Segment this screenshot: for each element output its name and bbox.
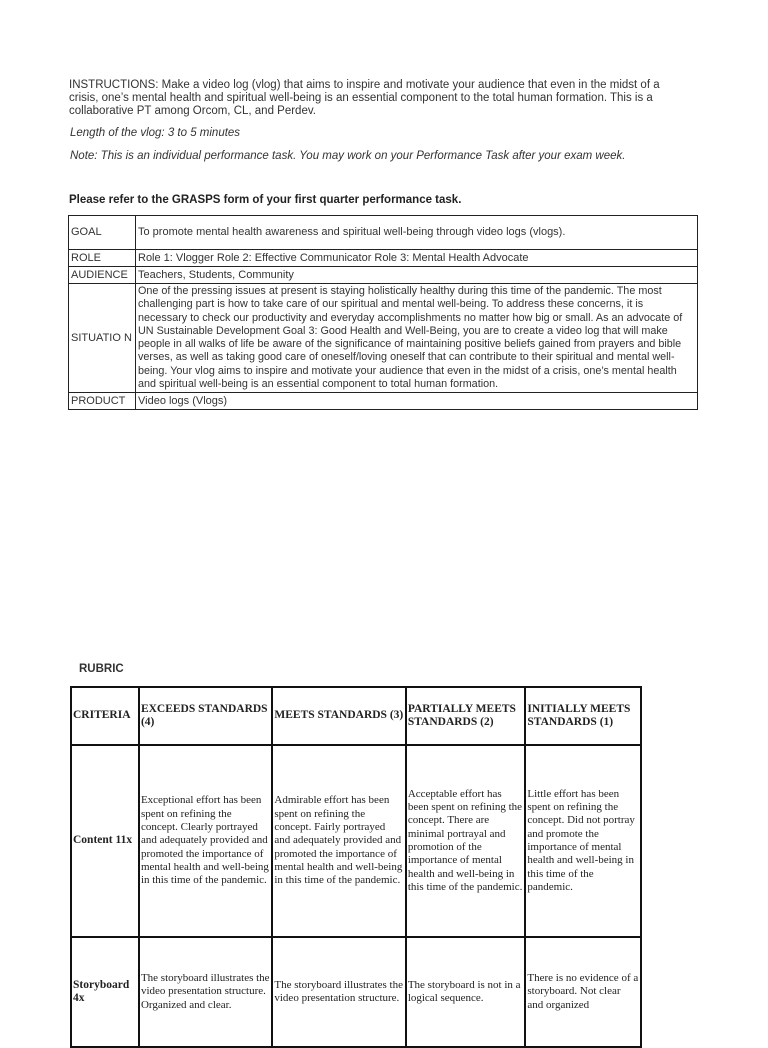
grasps-value: One of the pressing issues at present is staying holistically healthy during this time of the pandemic. The most challenging part is how to take care of our spiritual and mental well-being. To address these concerns, it is necessary to check our productivity and everyday accomplishments no matter how big or small. As an advocate of UN Sustainable Development Goal 3: Good Health and Well-Being, you are to create a video log that will make people in all walks of life be aware of the significance of maintaining positive beliefs gained from prayers and bible verses, as well as taking good care of oneself/loving oneself that can contribute to their spiritual and mental well-being. Your vlog aims to inspire and motivate your audience that even in the midst of a crisis, one’s mental health and spiritual well-being is an essential component to total human formation.	[136, 284, 698, 393]
grasps-value: Teachers, Students, Community	[136, 267, 698, 284]
rubric-header-meets: MEETS STANDARDS (3)	[272, 687, 405, 745]
vlog-length-text: Length of the vlog: 3 to 5 minutes	[70, 127, 241, 139]
rubric-header-criteria: CRITERIA	[71, 687, 139, 745]
grasps-row-situation	[69, 284, 698, 393]
note-text: Note: This is an individual performance task. You may work on your Performance Task after your exam week.	[70, 150, 626, 162]
rubric-row-content	[71, 745, 641, 937]
rubric-header-row	[71, 687, 641, 745]
rubric-title: RUBRIC	[79, 663, 124, 675]
grasps-row-audience	[69, 267, 698, 284]
rubric-cell: Admirable effort has been spent on refining the concept. Fairly portrayed and adequately provided and promoted the importance of mental health and well-being in this time of the pandemic.	[272, 745, 405, 937]
grasps-value: To promote mental health awareness and spiritual well-being through video logs (vlogs).	[136, 216, 698, 250]
grasps-label: ROLE	[69, 250, 136, 267]
grasps-table	[68, 215, 698, 410]
grasps-row-role	[69, 250, 698, 267]
grasps-reference-heading: Please refer to the GRASPS form of your first quarter performance task.	[69, 194, 462, 206]
instructions-text: INSTRUCTIONS: Make a video log (vlog) that aims to inspire and motivate your audience that even in the midst of a crisis, one’s mental health and spiritual well-being is an essential component to the total human formation. This is a collaborative PT among Orcom, CL, and Perdev.	[69, 79, 660, 117]
rubric-criteria: Storyboard 4x	[71, 937, 139, 1047]
rubric-cell: The storyboard illustrates the video presentation structure.	[272, 937, 405, 1047]
rubric-cell: There is no evidence of a storyboard. Not clear and organized	[525, 937, 641, 1047]
rubric-header-exceeds: EXCEEDS STANDARDS (4)	[139, 687, 272, 745]
rubric-cell: Little effort has been spent on refining the concept. Did not portray and promote the importance of mental health and well-being in this time of the pandemic.	[525, 745, 641, 937]
grasps-value: Video logs (Vlogs)	[136, 393, 698, 410]
grasps-label: PRODUCT	[69, 393, 136, 410]
rubric-cell: The storyboard is not in a logical sequence.	[406, 937, 526, 1047]
rubric-header-initially: INITIALLY MEETS STANDARDS (1)	[525, 687, 641, 745]
grasps-label: AUDIENCE	[69, 267, 136, 284]
rubric-cell: Exceptional effort has been spent on refining the concept. Clearly portrayed and adequately provided and promoted the importance of mental health and well-being in this time of the pandemic.	[139, 745, 272, 937]
rubric-criteria: Content 11x	[71, 745, 139, 937]
rubric-cell: Acceptable effort has been spent on refining the concept. There are minimal portrayal and promotion of the importance of mental health and well-being in this time of the pandemic.	[406, 745, 526, 937]
grasps-row-product	[69, 393, 698, 410]
grasps-label: SITUATIO N	[69, 284, 136, 393]
grasps-row-goal	[69, 216, 698, 250]
rubric-cell: The storyboard illustrates the video presentation structure. Organized and clear.	[139, 937, 272, 1047]
rubric-header-partially: PARTIALLY MEETS STANDARDS (2)	[406, 687, 526, 745]
rubric-table	[70, 686, 642, 1048]
grasps-label: GOAL	[69, 216, 136, 250]
grasps-value: Role 1: Vlogger Role 2: Effective Communicator Role 3: Mental Health Advocate	[136, 250, 698, 267]
rubric-row-storyboard	[71, 937, 641, 1047]
